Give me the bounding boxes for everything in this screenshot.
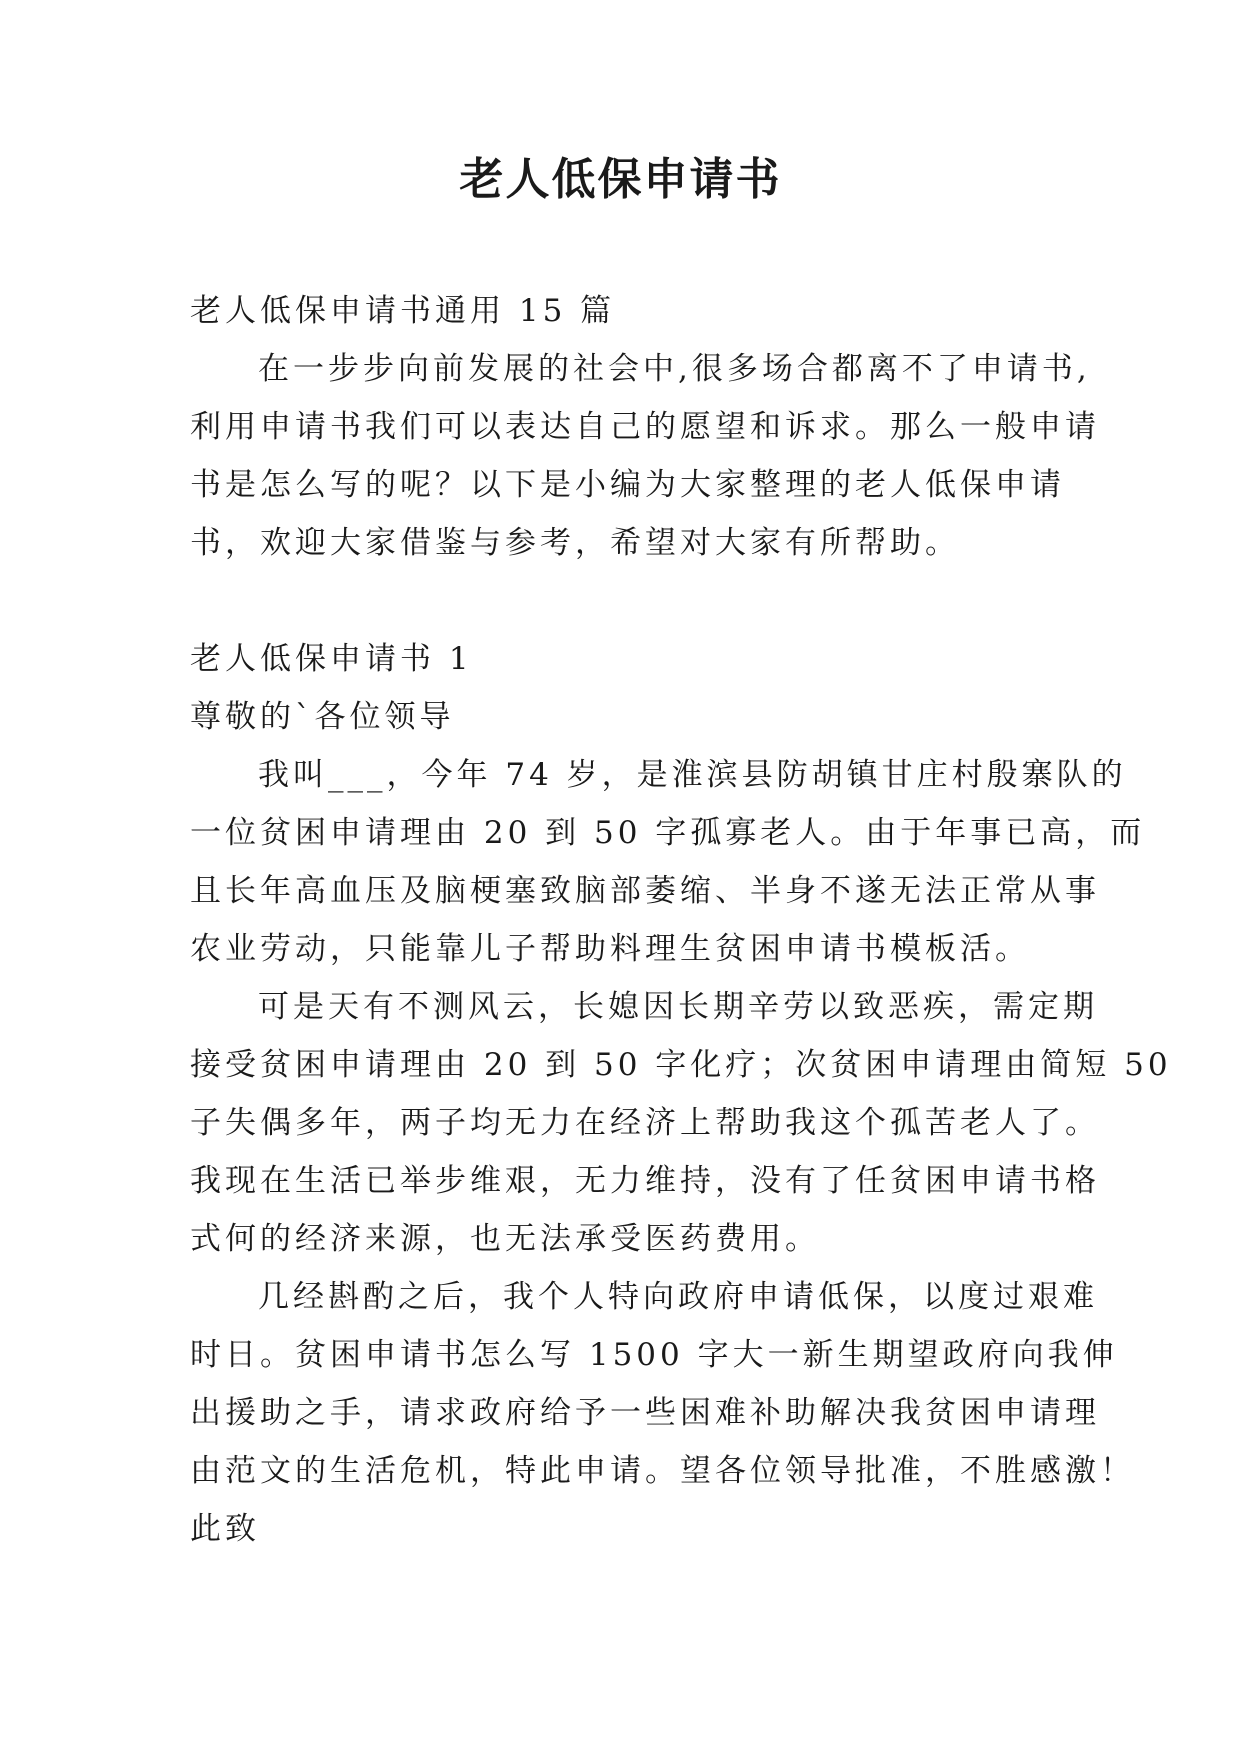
paragraph-line: 我现在生活已举步维艰，无力维持，没有了任贫困申请书格: [190, 1163, 1100, 1199]
intro-line: 书，欢迎大家借鉴与参考，希望对大家有所帮助。: [190, 525, 960, 561]
intro-line: 利用申请书我们可以表达自己的愿望和诉求。那么一般申请: [190, 409, 1100, 445]
body-paragraph-3: [190, 1268, 1135, 1500]
closing-text: 此致: [190, 1511, 260, 1547]
paragraph-line: 且长年高血压及脑梗塞致脑部萎缩、半身不遂无法正常从事: [190, 873, 1100, 909]
body-paragraph-2: [190, 978, 1172, 1268]
paragraph-line: 接受贫困申请理由 20 到 50 字化疗；次贫困申请理由简短 50: [190, 1047, 1172, 1083]
body-paragraph-1: [190, 746, 1146, 978]
paragraph-line: 时日。贫困申请书怎么写 1500 字大一新生期望政府向我伸: [190, 1337, 1118, 1373]
paragraph-line: 由范文的生活危机，特此申请。望各位领导批准，不胜感激！: [190, 1453, 1135, 1489]
intro-line: 在一步步向前发展的社会中,很多场合都离不了申请书,: [258, 351, 1091, 387]
section-heading: 老人低保申请书 1: [190, 641, 473, 677]
intro-paragraph: [190, 340, 1100, 572]
paragraph-line: 我叫___，今年 74 岁，是淮滨县防胡镇甘庄村殷寨队的: [258, 757, 1127, 793]
document-subtitle: 老人低保申请书通用 15 篇: [190, 293, 616, 329]
paragraph-line: 农业劳动，只能靠儿子帮助料理生贫困申请书模板活。: [190, 931, 1030, 967]
paragraph-line: 一位贫困申请理由 20 到 50 字孤寡老人。由于年事已高，而: [190, 815, 1146, 851]
intro-line: 书是怎么写的呢？以下是小编为大家整理的老人低保申请: [190, 467, 1065, 503]
paragraph-line: 可是天有不测风云，长媳因长期辛劳以致恶疾，需定期: [258, 989, 1098, 1025]
paragraph-line: 出援助之手，请求政府给予一些困难补助解决我贫困申请理: [190, 1395, 1100, 1431]
salutation: 尊敬的`各位领导: [190, 699, 455, 735]
paragraph-line: 子失偶多年，两子均无力在经济上帮助我这个孤苦老人了。: [190, 1105, 1100, 1141]
section-gap: [190, 572, 1070, 630]
document-body: [190, 282, 1172, 1558]
paragraph-line: 几经斟酌之后，我个人特向政府申请低保，以度过艰难: [258, 1279, 1098, 1315]
document-title: 老人低保申请书: [459, 154, 782, 205]
paragraph-line: 式何的经济来源，也无法承受医药费用。: [190, 1221, 820, 1257]
